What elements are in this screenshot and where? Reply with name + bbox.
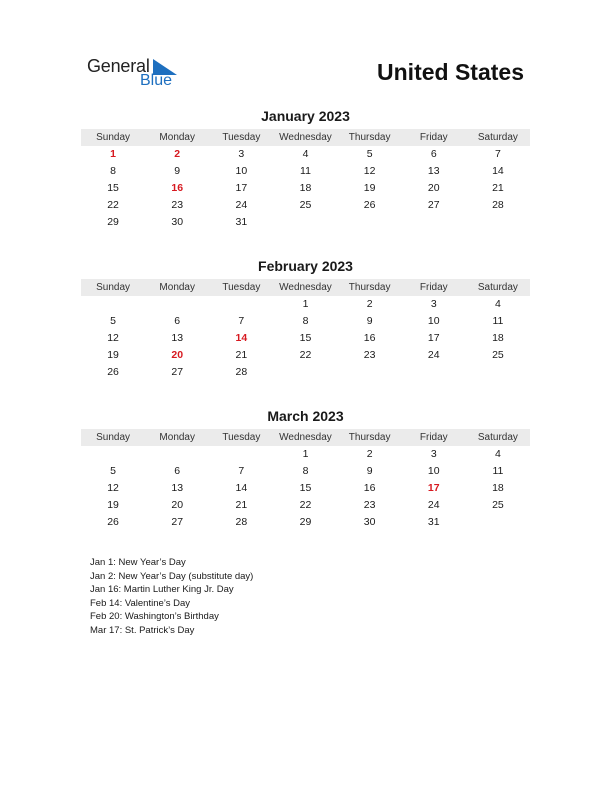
holiday-day-cell: 17	[427, 482, 440, 494]
day-cell: 18	[492, 482, 504, 494]
week-row	[81, 313, 530, 330]
day-cell: 24	[427, 499, 440, 511]
weekday-saturday: Saturday	[477, 132, 518, 143]
holiday-list	[90, 556, 253, 637]
month-title: January 2023	[261, 108, 350, 124]
page-header	[0, 0, 612, 100]
weekday-wednesday: Wednesday	[279, 282, 332, 293]
day-cell: 6	[174, 465, 181, 477]
empty-day-cell	[273, 364, 337, 381]
holiday-day-cell: 16	[171, 182, 184, 194]
day-cell: 9	[366, 465, 373, 477]
day-cell: 29	[107, 216, 119, 228]
day-grid	[81, 296, 530, 381]
day-cell: 15	[107, 182, 119, 194]
weekday-wednesday: Wednesday	[279, 432, 332, 443]
weekday-tuesday: Tuesday	[222, 132, 261, 143]
day-cell: 16	[363, 332, 376, 344]
day-cell: 25	[492, 499, 504, 511]
week-row	[81, 146, 530, 163]
holiday-item: Feb 14: Valentine’s Day	[90, 597, 190, 609]
weekday-thursday: Thursday	[348, 432, 391, 443]
week-row	[81, 497, 530, 514]
day-cell: 30	[363, 516, 376, 528]
day-cell: 23	[363, 499, 376, 511]
day-cell: 21	[235, 349, 248, 361]
weekday-monday: Monday	[159, 282, 195, 293]
day-cell: 17	[235, 182, 248, 194]
day-cell: 24	[235, 199, 248, 211]
day-cell: 8	[302, 465, 309, 477]
weekday-header	[81, 279, 530, 296]
day-cell: 26	[363, 199, 376, 211]
country-title: United States	[377, 59, 524, 85]
week-row	[81, 214, 530, 231]
empty-day-cell	[273, 214, 337, 231]
generalblue-logo	[87, 56, 207, 96]
day-cell: 31	[235, 216, 248, 228]
day-cell: 16	[363, 482, 376, 494]
day-cell: 1	[302, 448, 309, 460]
holiday-item: Jan 1: New Year’s Day	[90, 557, 186, 568]
day-cell: 10	[235, 165, 248, 177]
holiday-day-cell: 14	[235, 332, 248, 344]
day-cell: 25	[492, 349, 504, 361]
day-cell: 9	[366, 315, 373, 327]
empty-day-cell	[209, 296, 273, 313]
day-cell: 26	[107, 516, 119, 528]
week-row	[81, 514, 530, 531]
day-cell: 28	[235, 366, 248, 378]
week-row	[81, 197, 530, 214]
holiday-item: Feb 20: Washington’s Birthday	[90, 611, 219, 622]
day-cell: 3	[430, 298, 437, 310]
weekday-tuesday: Tuesday	[222, 432, 261, 443]
month-february	[81, 257, 530, 381]
day-cell: 25	[299, 199, 312, 211]
empty-day-cell	[145, 296, 209, 313]
day-cell: 12	[107, 332, 119, 344]
day-cell: 18	[299, 182, 312, 194]
month-title: March 2023	[267, 408, 344, 424]
holiday-item: Jan 16: Martin Luther King Jr. Day	[90, 584, 234, 595]
day-cell: 8	[302, 315, 309, 327]
empty-day-cell	[466, 364, 530, 381]
day-cell: 13	[171, 482, 184, 494]
day-cell: 19	[107, 499, 119, 511]
day-cell: 11	[492, 315, 504, 327]
day-grid	[81, 446, 530, 531]
day-cell: 18	[492, 332, 504, 344]
holiday-item: Jan 2: New Year’s Day (substitute day)	[90, 570, 254, 582]
day-cell: 28	[235, 516, 248, 528]
day-cell: 10	[427, 465, 440, 477]
day-cell: 17	[427, 332, 440, 344]
empty-day-cell	[81, 296, 145, 313]
month-january	[81, 107, 530, 231]
logo-text-general: General	[87, 56, 150, 76]
day-cell: 4	[494, 298, 501, 310]
day-cell: 4	[302, 148, 309, 160]
day-cell: 30	[171, 216, 184, 228]
day-cell: 10	[427, 315, 440, 327]
day-cell: 6	[174, 315, 181, 327]
day-cell: 14	[235, 482, 248, 494]
empty-day-cell	[466, 214, 530, 231]
week-row	[81, 163, 530, 180]
week-row	[81, 330, 530, 347]
weekday-thursday: Thursday	[348, 282, 391, 293]
day-cell: 31	[427, 516, 440, 528]
weekday-saturday: Saturday	[477, 432, 518, 443]
month-march	[81, 407, 530, 531]
day-cell: 3	[238, 148, 245, 160]
day-cell: 23	[171, 199, 184, 211]
weekday-wednesday: Wednesday	[279, 132, 332, 143]
day-cell: 11	[300, 165, 311, 177]
day-cell: 20	[171, 499, 184, 511]
month-title: February 2023	[258, 258, 353, 274]
day-cell: 21	[235, 499, 248, 511]
day-cell: 22	[107, 199, 119, 211]
week-row	[81, 480, 530, 497]
holiday-item: Mar 17: St. Patrick’s Day	[90, 624, 195, 636]
day-cell: 2	[366, 448, 373, 460]
day-cell: 5	[110, 465, 116, 477]
day-cell: 27	[171, 516, 184, 528]
weekday-sunday: Sunday	[96, 132, 131, 143]
day-cell: 21	[492, 182, 504, 194]
day-cell: 1	[302, 298, 309, 310]
day-cell: 8	[110, 165, 116, 177]
day-cell: 19	[363, 182, 376, 194]
day-cell: 13	[171, 332, 184, 344]
week-row	[81, 463, 530, 480]
weekday-monday: Monday	[159, 132, 195, 143]
empty-day-cell	[145, 446, 209, 463]
day-cell: 12	[107, 482, 119, 494]
empty-day-cell	[209, 446, 273, 463]
day-cell: 26	[107, 366, 119, 378]
empty-day-cell	[402, 364, 466, 381]
week-row	[81, 446, 530, 463]
day-cell: 7	[238, 315, 245, 327]
week-row	[81, 180, 530, 197]
weekday-thursday: Thursday	[348, 132, 391, 143]
day-cell: 5	[110, 315, 116, 327]
day-cell: 5	[366, 148, 373, 160]
day-cell: 2	[366, 298, 373, 310]
day-cell: 27	[427, 199, 440, 211]
day-cell: 22	[299, 499, 312, 511]
day-cell: 20	[427, 182, 440, 194]
weekday-sunday: Sunday	[96, 282, 131, 293]
weekday-friday: Friday	[419, 132, 448, 143]
day-cell: 27	[171, 366, 184, 378]
day-cell: 14	[492, 165, 504, 177]
weekday-monday: Monday	[159, 432, 195, 443]
day-cell: 15	[299, 482, 312, 494]
weekday-friday: Friday	[419, 282, 448, 293]
day-cell: 29	[299, 516, 312, 528]
holiday-day-cell: 20	[171, 349, 184, 361]
empty-day-cell	[81, 446, 145, 463]
weekday-header	[81, 129, 530, 146]
empty-day-cell	[338, 214, 402, 231]
logo-text-blue: Blue	[140, 72, 173, 89]
week-row	[81, 364, 530, 381]
day-cell: 13	[427, 165, 440, 177]
day-cell: 19	[107, 349, 119, 361]
weekday-sunday: Sunday	[96, 432, 131, 443]
empty-day-cell	[402, 214, 466, 231]
day-cell: 6	[430, 148, 437, 160]
holiday-day-cell: 2	[174, 148, 181, 160]
weekday-header	[81, 429, 530, 446]
day-cell: 22	[299, 349, 312, 361]
day-cell: 15	[299, 332, 312, 344]
empty-day-cell	[338, 364, 402, 381]
weekday-saturday: Saturday	[477, 282, 518, 293]
weekday-friday: Friday	[419, 432, 448, 443]
day-cell: 3	[430, 448, 437, 460]
holiday-day-cell: 1	[110, 148, 116, 160]
day-cell: 24	[427, 349, 440, 361]
day-cell: 7	[238, 465, 245, 477]
day-cell: 9	[174, 165, 181, 177]
day-grid	[81, 146, 530, 231]
day-cell: 12	[363, 165, 376, 177]
day-cell: 7	[494, 148, 501, 160]
day-cell: 11	[492, 465, 504, 477]
day-cell: 28	[492, 199, 504, 211]
week-row	[81, 296, 530, 313]
day-cell: 4	[494, 448, 501, 460]
weekday-tuesday: Tuesday	[222, 282, 261, 293]
week-row	[81, 347, 530, 364]
empty-day-cell	[466, 514, 530, 531]
day-cell: 23	[363, 349, 376, 361]
